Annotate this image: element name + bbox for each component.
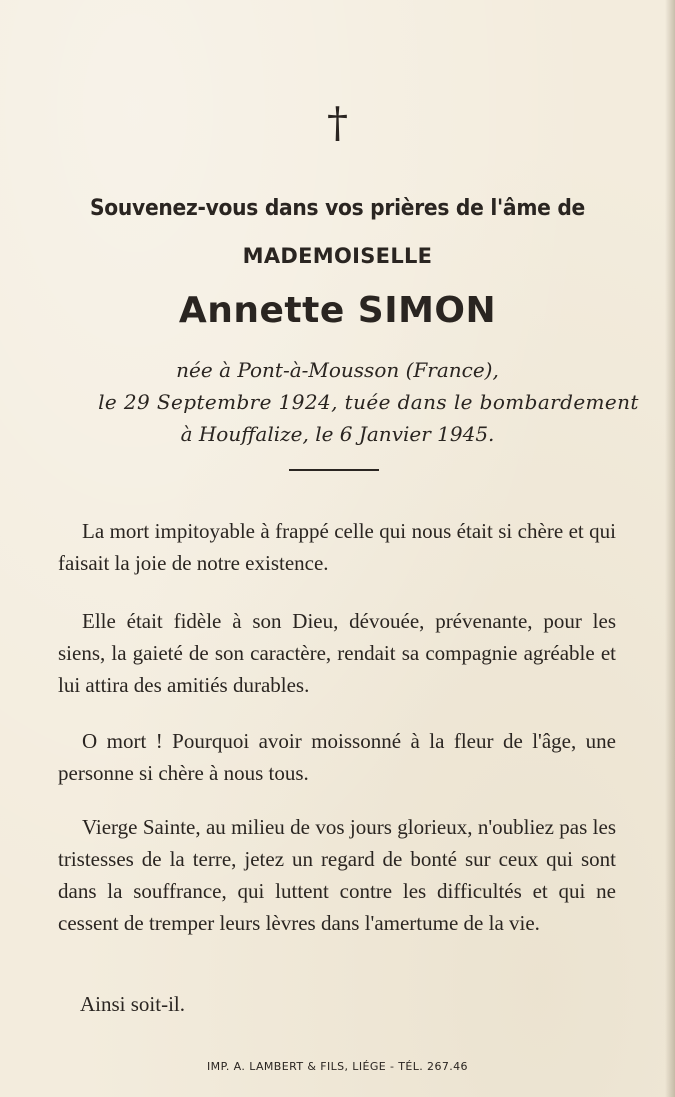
- card-edge-shadow: [665, 0, 675, 1097]
- paragraph-3: O mort ! Pourquoi avoir moissonné à la fleur de l'âge, une personne si chère à nous tous.: [58, 729, 616, 785]
- birth-death-details: [0, 354, 675, 450]
- closing-line: Ainsi soit-il.: [80, 992, 186, 1016]
- prayer-text: [58, 515, 616, 939]
- paragraph-4: Vierge Sainte, au milieu de vos jours glorieux, n'oubliez pas les tristesses de la terre, jetez un regard de bonté sur ceux qui sont dans la souffrance, qui luttent contre les difficultés et qui ne cessent de tremper leurs lèvres dans l'amertume de la vie.: [58, 815, 616, 935]
- section-divider: [289, 469, 379, 471]
- printer-imprint: IMP. A. LAMBERT & FILS, LIÉGE - TÉL. 267.46: [207, 1060, 468, 1073]
- deceased-name: Annette SIMON: [178, 290, 497, 331]
- cross-icon: †: [327, 98, 348, 147]
- intro-line: Souvenez-vous dans vos prières de l'âme de: [89, 196, 586, 221]
- honorific-title: MADEMOISELLE: [242, 244, 433, 268]
- birth-line-3: à Houffalize, le 6 Janvier 1945.: [180, 422, 495, 446]
- paragraph-2: Elle était fidèle à son Dieu, dévouée, prévenante, pour les siens, la gaieté de son caractère, rendait sa compagnie agréable et lui attira des amitiés durables.: [58, 609, 616, 697]
- birth-line-1: née à Pont-à-Mousson (France),: [176, 358, 499, 382]
- birth-line-2: le 29 Septembre 1924, tuée dans le bombardement: [98, 390, 639, 414]
- paragraph-1: La mort impitoyable à frappé celle qui nous était si chère et qui faisait la joie de notre existence.: [58, 519, 616, 575]
